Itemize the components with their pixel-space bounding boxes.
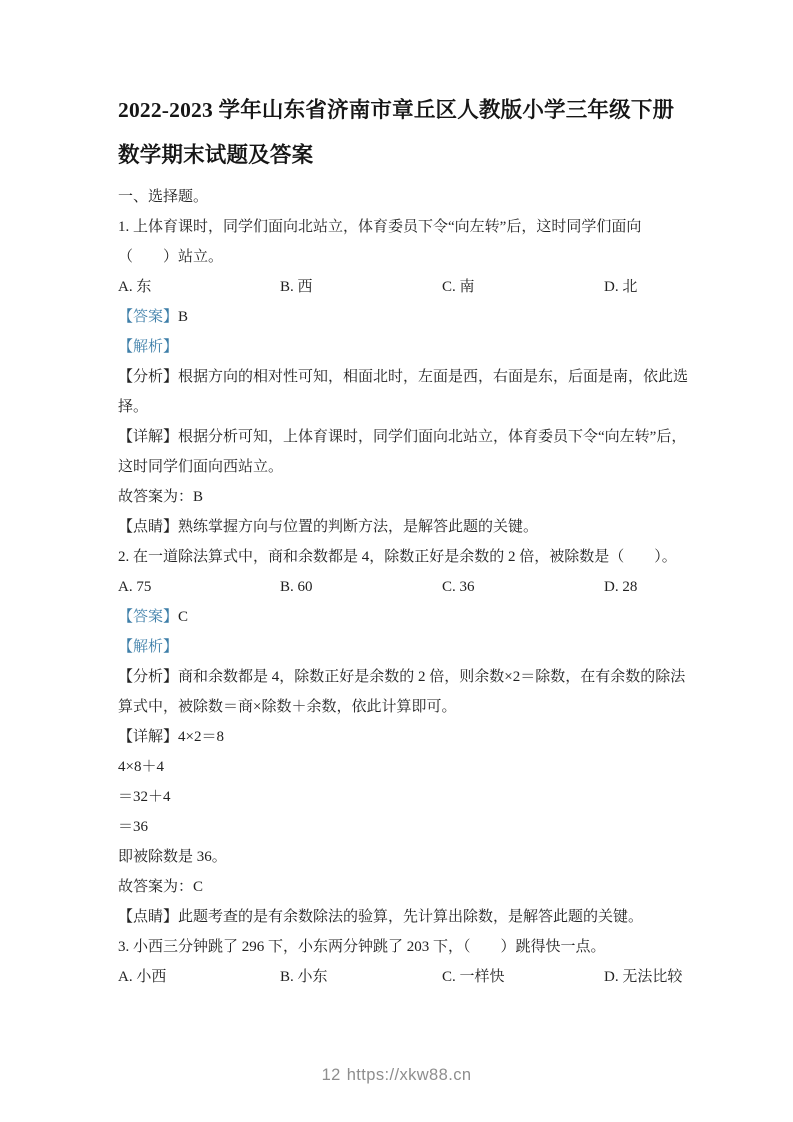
analysis-label-2: 【解析】 [118,639,179,655]
option-item: D. 北 [604,279,638,295]
option-item: A. 小西 [118,969,167,985]
detail-1: 【详解】根据分析可知，上体育课时，同学们面向北站立，体育委员下令“向左转”后，这时同学们面向西站立。 [118,429,687,475]
answer-label: 【答案】 [118,309,179,325]
question-2: 2. 在一道除法算式中，商和余数都是 4，除数正好是余数的 2 倍，被除数是（ ）。 [118,549,677,565]
analysis-2: 【分析】商和余数都是 4，除数正好是余数的 2 倍，则余数×2＝除数，在有余数的除法算式中，被除数＝商×除数＋余数，依此计算即可。 [118,669,686,715]
document-title: 2022-2023 学年山东省济南市章丘区人教版小学三年级下册数学期末试题及答案 [118,98,675,167]
tip-1: 【点睛】熟练掌握方向与位置的判断方法，是解答此题的关键。 [118,519,539,535]
calc-2-line-3: ＝36 [118,819,149,835]
answer-1 [118,302,690,332]
analysis-1: 【分析】根据方向的相对性可知，相面北时，左面是西，右面是东，后面是南，依此选择。 [118,369,689,415]
answer-2 [118,602,690,632]
option-item: D. 28 [604,579,638,595]
answer-value: B [178,309,189,325]
detail-2: 【详解】4×2＝8 [118,729,224,745]
calc-2-line-2: ＝32＋4 [118,789,171,805]
page-number: 12 [321,1066,341,1084]
calc-2-line-4: 即被除数是 36。 [118,849,227,865]
option-item: A. 75 [118,579,152,595]
option-item: C. 南 [442,279,475,295]
answer-label: 【答案】 [118,609,179,625]
options-3 [118,962,690,992]
option-item: A. 东 [118,279,152,295]
option-item: C. 36 [442,579,475,595]
answer-value: C [178,609,189,625]
section-heading: 一、选择题。 [118,189,209,205]
options-2 [118,572,690,602]
conclusion-1: 故答案为：B [118,489,204,505]
analysis-label-1: 【解析】 [118,339,179,355]
tip-2: 【点睛】此题考查的是有余数除法的验算，先计算出除数，是解答此题的关键。 [118,909,644,925]
options-1 [118,272,690,302]
question-3: 3. 小西三分钟跳了 296 下，小东两分钟跳了 203 下，（ ）跳得快一点。 [118,939,606,955]
option-item: B. 西 [280,279,313,295]
conclusion-2: 故答案为：C [118,879,204,895]
option-item: D. 无法比较 [604,969,683,985]
footer-url: https://xkw88.cn [346,1066,472,1084]
page-footer [0,1064,793,1086]
option-item: B. 小东 [280,969,328,985]
option-item: C. 一样快 [442,969,505,985]
calc-2-line-1: 4×8＋4 [118,759,164,775]
document-body [118,182,690,992]
question-1: 1. 上体育课时，同学们面向北站立，体育委员下令“向左转”后，这时同学们面向（ ）站立。 [118,219,642,265]
option-item: B. 60 [280,579,313,595]
